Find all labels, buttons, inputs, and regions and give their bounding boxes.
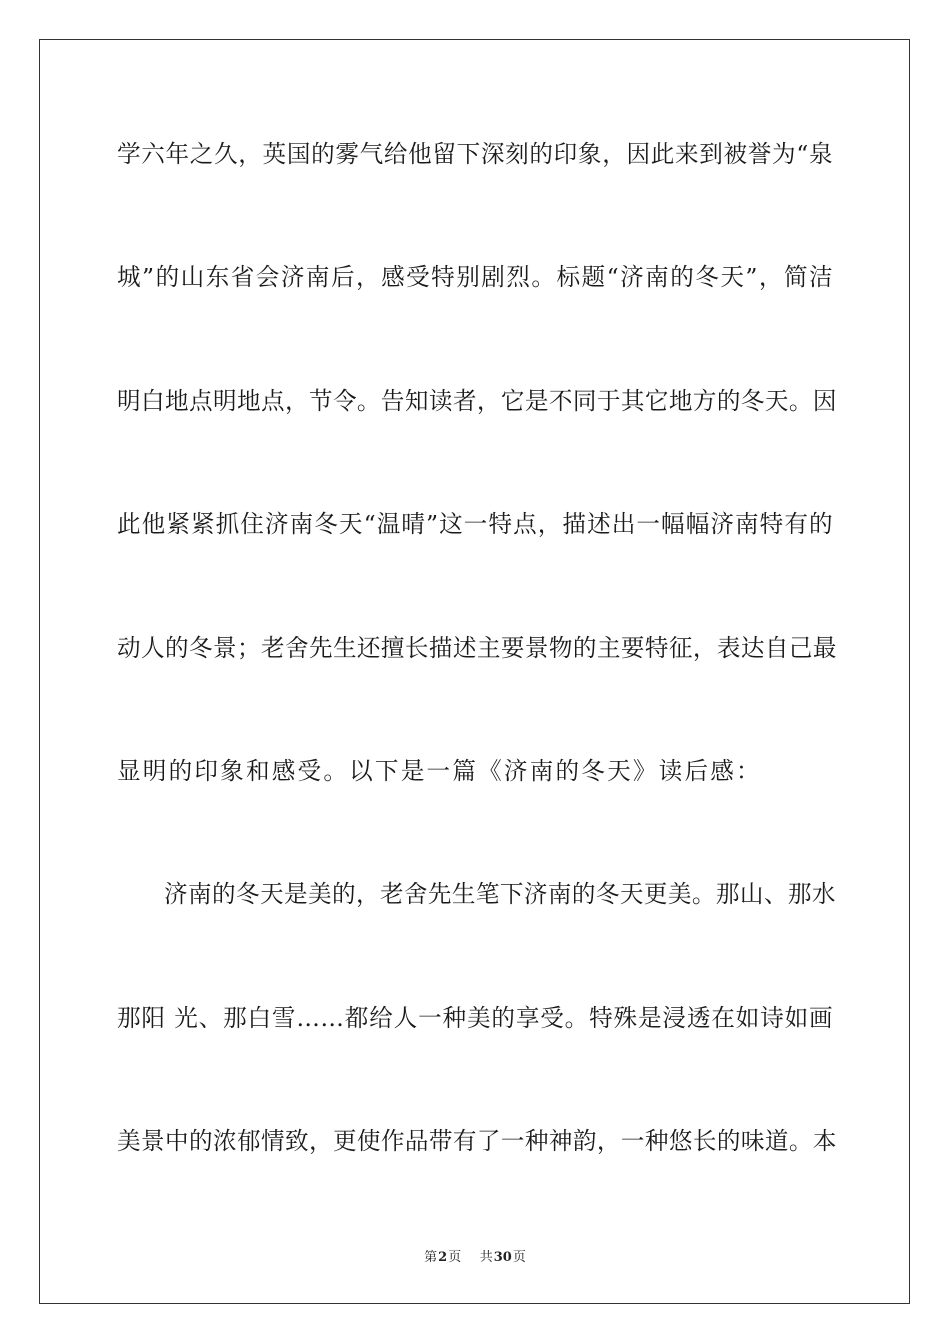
text-line: 明白地点明地点，节令。告知读者，它是不同于其它地方的冬天。因 [117, 386, 837, 415]
paragraph-start-line: 济南的冬天是美的，老舍先生笔下济南的冬天更美。那山、那水 [164, 880, 836, 909]
page-footer [0, 1246, 950, 1265]
page-prefix: 第 [424, 1250, 438, 1265]
page-suffix: 页 [448, 1250, 462, 1265]
text-line: 那阳 光、那白雪……都给人一种美的享受。特殊是浸透在如诗如画 [117, 1003, 833, 1032]
text-line: 美景中的浓郁情致，更使作品带有了一种神韵，一种悠长的味道。本 [117, 1127, 837, 1156]
total-prefix: 共 [479, 1250, 493, 1265]
text-line: 此他紧紧抓住济南冬天“温晴”这一特点，描述出一幅幅济南特有的 [117, 510, 833, 539]
total-pages: 30 [493, 1250, 512, 1265]
total-suffix: 页 [512, 1250, 526, 1265]
page-number: 2 [438, 1250, 448, 1265]
document-body [117, 128, 837, 1239]
paragraph-end-line: 显明的印象和感受。以下是一篇《济南的冬天》读后感： [117, 756, 762, 785]
text-line: 城”的山东省会济南后，感受特别剧烈。标题“济南的冬天”，简洁 [117, 263, 833, 292]
text-line: 动人的冬景；老舍先生还擅长描述主要景物的主要特征，表达自己最 [117, 633, 837, 662]
text-line: 学六年之久，英国的雾气给他留下深刻的印象，因此来到被誉为“泉 [117, 140, 833, 168]
